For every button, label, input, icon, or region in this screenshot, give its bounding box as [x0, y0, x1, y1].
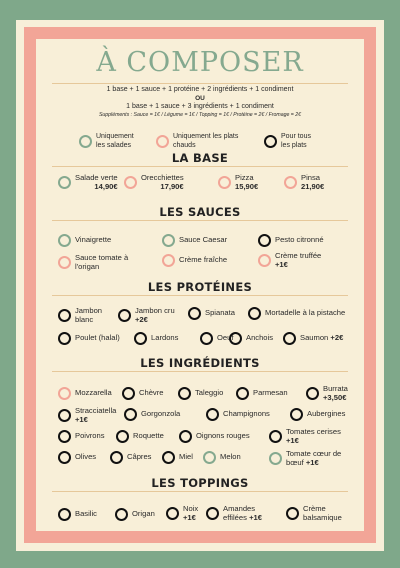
checkbox-circle[interactable] — [306, 387, 319, 400]
option-label — [205, 309, 235, 318]
legend-circle — [156, 135, 169, 148]
option-item[interactable] — [110, 451, 151, 464]
option-label — [235, 174, 258, 191]
option-text: Salade verte — [75, 173, 118, 182]
option-label — [75, 389, 112, 398]
option-text: Poulet (halal) — [75, 333, 120, 343]
option-item[interactable] — [290, 408, 345, 421]
option-item[interactable] — [306, 385, 348, 402]
checkbox-circle[interactable] — [290, 408, 303, 421]
checkbox-circle[interactable] — [58, 309, 71, 322]
option-text: Sauce Caesar — [179, 235, 228, 245]
checkbox-circle[interactable] — [258, 234, 271, 247]
option-item[interactable] — [258, 234, 324, 247]
option-item[interactable] — [58, 234, 111, 247]
checkbox-circle[interactable] — [166, 507, 179, 520]
option-label — [133, 432, 164, 441]
option-text: Pinsa — [301, 173, 320, 182]
legend-label: Uniquement les plats chauds — [173, 133, 239, 149]
divider — [52, 371, 348, 372]
option-text: Spianata — [205, 308, 235, 318]
option-label — [300, 334, 343, 343]
legend-circle — [264, 135, 277, 148]
option-text: Basilic — [75, 509, 97, 519]
option-label — [135, 307, 175, 324]
option-item[interactable] — [58, 451, 96, 464]
option-label — [303, 505, 342, 522]
option-price: +2€ — [135, 314, 148, 324]
option-item[interactable] — [58, 430, 105, 443]
section-sauces-title: LES SAUCES — [159, 205, 241, 219]
section-toppings-title: LES TOPPINGS — [151, 476, 249, 490]
option-item[interactable] — [134, 332, 178, 345]
option-item[interactable] — [166, 505, 198, 522]
option-item[interactable] — [124, 174, 184, 191]
option-text: Chèvre — [139, 388, 164, 398]
option-item[interactable] — [162, 451, 193, 464]
option-text: Stracciatella — [75, 406, 117, 415]
option-item[interactable] — [178, 387, 223, 400]
option-price: 15,90€ — [235, 181, 259, 191]
checkbox-circle[interactable] — [218, 176, 231, 189]
option-item[interactable] — [122, 387, 163, 400]
option-item[interactable] — [206, 408, 270, 421]
option-price: +2€ — [330, 333, 344, 343]
checkbox-circle[interactable] — [178, 387, 191, 400]
checkbox-circle[interactable] — [134, 332, 147, 345]
option-label — [75, 254, 128, 271]
option-item[interactable] — [58, 254, 128, 271]
option-item[interactable] — [218, 174, 258, 191]
checkbox-circle[interactable] — [284, 176, 297, 189]
page-title: À COMPOSER — [96, 47, 304, 78]
checkbox-circle[interactable] — [58, 332, 71, 345]
option-price: +1€ — [286, 435, 299, 445]
option-text: Mortadelle à la pistache — [265, 308, 346, 318]
option-text: Crème fraîche — [179, 255, 228, 265]
option-item[interactable] — [269, 428, 341, 445]
option-item[interactable] — [283, 332, 343, 345]
option-label — [179, 453, 193, 462]
or-label: OU — [195, 95, 205, 102]
option-text: Aubergines — [307, 409, 346, 419]
option-label — [265, 309, 345, 318]
option-item[interactable] — [284, 174, 324, 191]
option-text: Crème balsamique — [303, 504, 342, 522]
option-text: Câpres — [127, 452, 152, 462]
supplements: Suppléments : Sauce = 1€ / Légume = 1€ / Topping = 1€ / Protéine = 2€ / Fromage = 2€ — [98, 112, 302, 118]
option-item[interactable] — [188, 307, 235, 320]
option-label — [223, 410, 270, 419]
option-label — [75, 407, 116, 424]
option-text: Burrata — [323, 384, 348, 393]
option-text: Champignons — [223, 409, 270, 419]
option-text: Amandes effilées — [223, 504, 256, 522]
option-text: Taleggio — [195, 388, 224, 398]
checkbox-circle[interactable] — [118, 309, 131, 322]
option-label — [179, 256, 227, 265]
option-text: Crème truffée — [275, 251, 322, 260]
option-item[interactable] — [269, 450, 341, 467]
checkbox-circle[interactable] — [58, 451, 71, 464]
option-text: Anchois — [246, 333, 274, 343]
option-price: +1€ — [249, 512, 262, 522]
checkbox-circle[interactable] — [258, 254, 271, 267]
option-text: Parmesan — [253, 388, 288, 398]
option-text: Olives — [75, 452, 97, 462]
checkbox-circle[interactable] — [203, 451, 216, 464]
option-text: Pesto citronné — [275, 235, 324, 245]
option-item[interactable] — [116, 430, 164, 443]
option-price: 21,90€ — [301, 181, 325, 191]
divider — [52, 220, 348, 221]
option-label — [141, 174, 184, 191]
checkbox-circle[interactable] — [188, 307, 201, 320]
option-label — [141, 410, 180, 419]
legend-label: Pour tous les plats — [281, 133, 311, 149]
option-label — [195, 389, 223, 398]
option-item[interactable] — [162, 234, 227, 247]
section-ingredients-title: LES INGRÉDIENTS — [140, 356, 260, 370]
option-text: Lardons — [151, 333, 179, 343]
divider — [52, 166, 348, 167]
option-label — [307, 410, 345, 419]
option-text: Orecchiettes — [141, 173, 184, 182]
divider — [52, 491, 348, 492]
option-text: Gorgonzola — [141, 409, 181, 419]
checkbox-circle[interactable] — [110, 451, 123, 464]
option-text: Poivrons — [75, 431, 105, 441]
option-label — [75, 453, 96, 462]
option-label — [75, 510, 97, 519]
option-text: Oignons rouges — [196, 431, 250, 441]
option-price: +3,50€ — [323, 392, 347, 402]
option-text: Pizza — [235, 173, 254, 182]
checkbox-circle[interactable] — [58, 387, 71, 400]
legend-item — [156, 133, 238, 150]
option-label — [286, 450, 341, 467]
checkbox-circle[interactable] — [58, 508, 71, 521]
option-price: +1€ — [275, 259, 288, 269]
option-text: Roquette — [133, 431, 164, 441]
legend-circle — [79, 135, 92, 148]
option-price: +1€ — [75, 414, 88, 424]
option-item[interactable] — [258, 252, 321, 269]
checkbox-circle[interactable] — [200, 332, 213, 345]
option-label — [275, 252, 321, 269]
option-text: Tomates cerises — [286, 427, 341, 436]
checkbox-circle[interactable] — [58, 256, 71, 269]
option-item[interactable] — [203, 451, 241, 464]
legend-item — [79, 133, 134, 150]
checkbox-circle[interactable] — [58, 234, 71, 247]
option-item[interactable] — [179, 430, 250, 443]
option-item[interactable] — [118, 307, 175, 324]
option-label — [127, 453, 151, 462]
option-price: 14,90€ — [94, 181, 118, 191]
option-label — [75, 334, 120, 343]
option-item[interactable] — [58, 332, 120, 345]
option-price: +1€ — [183, 512, 196, 522]
option-label — [220, 453, 241, 462]
option-text: Tomate cœur de bœuf — [286, 449, 342, 467]
option-text: Miel — [179, 452, 193, 462]
checkbox-circle[interactable] — [115, 508, 128, 521]
option-label — [223, 505, 262, 522]
option-item[interactable] — [206, 505, 262, 522]
option-item[interactable] — [58, 508, 97, 521]
checkbox-circle[interactable] — [58, 409, 71, 422]
checkbox-circle[interactable] — [58, 430, 71, 443]
checkbox-circle[interactable] — [283, 332, 296, 345]
option-label — [75, 307, 102, 324]
option-label — [301, 174, 324, 191]
option-label — [75, 174, 118, 191]
option-item[interactable] — [229, 332, 273, 345]
legend-item — [264, 133, 311, 150]
divider — [52, 295, 348, 296]
option-label — [323, 385, 348, 402]
option-item[interactable] — [58, 307, 102, 324]
checkbox-circle[interactable] — [269, 452, 282, 465]
option-label — [179, 236, 227, 245]
option-text: Jambon blanc — [75, 306, 103, 324]
menu-card — [36, 39, 364, 531]
option-item[interactable] — [115, 508, 155, 521]
option-text: Oeuf — [217, 333, 234, 343]
checkbox-circle[interactable] — [206, 507, 219, 520]
divider — [52, 83, 348, 84]
legend-label: Uniquement les salades — [96, 133, 134, 149]
option-label — [253, 389, 288, 398]
checkbox-circle[interactable] — [179, 430, 192, 443]
option-label — [151, 334, 178, 343]
option-text: Melon — [220, 452, 241, 462]
checkbox-circle[interactable] — [124, 408, 137, 421]
option-label — [286, 428, 341, 445]
formula-2: 1 base + 1 sauce + 3 ingrédients + 1 condiment — [126, 103, 274, 110]
option-item[interactable] — [248, 307, 345, 320]
option-label — [275, 236, 324, 245]
formula-1: 1 base + 1 sauce + 1 protéine + 2 ingrédients + 1 condiment — [106, 86, 294, 93]
option-item[interactable] — [162, 254, 227, 267]
option-label — [75, 432, 105, 441]
checkbox-circle[interactable] — [116, 430, 129, 443]
option-label — [196, 432, 250, 441]
option-label — [75, 236, 111, 245]
option-item[interactable] — [286, 505, 342, 522]
checkbox-circle[interactable] — [58, 176, 71, 189]
option-label — [139, 389, 163, 398]
option-text: Origan — [132, 509, 155, 519]
checkbox-circle[interactable] — [162, 234, 175, 247]
checkbox-circle[interactable] — [162, 254, 175, 267]
checkbox-circle[interactable] — [122, 387, 135, 400]
option-item[interactable] — [236, 387, 288, 400]
option-price: 17,90€ — [160, 181, 184, 191]
option-label — [132, 510, 155, 519]
option-item[interactable] — [58, 387, 112, 400]
checkbox-circle[interactable] — [206, 408, 219, 421]
option-item[interactable] — [124, 408, 180, 421]
checkbox-circle[interactable] — [124, 176, 137, 189]
option-text: Saumon — [300, 333, 329, 343]
section-proteines-title: LES PROTÉINES — [147, 280, 253, 294]
checkbox-circle[interactable] — [248, 307, 261, 320]
option-label — [246, 334, 273, 343]
option-text: Sauce tomate à l'origan — [75, 253, 129, 271]
checkbox-circle[interactable] — [236, 387, 249, 400]
checkbox-circle[interactable] — [269, 430, 282, 443]
option-price: +1€ — [305, 457, 319, 467]
option-item[interactable] — [58, 407, 116, 424]
option-text: Mozzarella — [75, 388, 112, 398]
option-text: Vinaigrette — [75, 235, 112, 245]
checkbox-circle[interactable] — [229, 332, 242, 345]
checkbox-circle[interactable] — [162, 451, 175, 464]
option-text: Noix — [183, 504, 199, 513]
checkbox-circle[interactable] — [286, 507, 299, 520]
section-base-title: LA BASE — [171, 151, 229, 165]
option-label — [183, 505, 198, 522]
option-item[interactable] — [58, 174, 118, 191]
option-text: Jambon cru — [135, 306, 175, 315]
